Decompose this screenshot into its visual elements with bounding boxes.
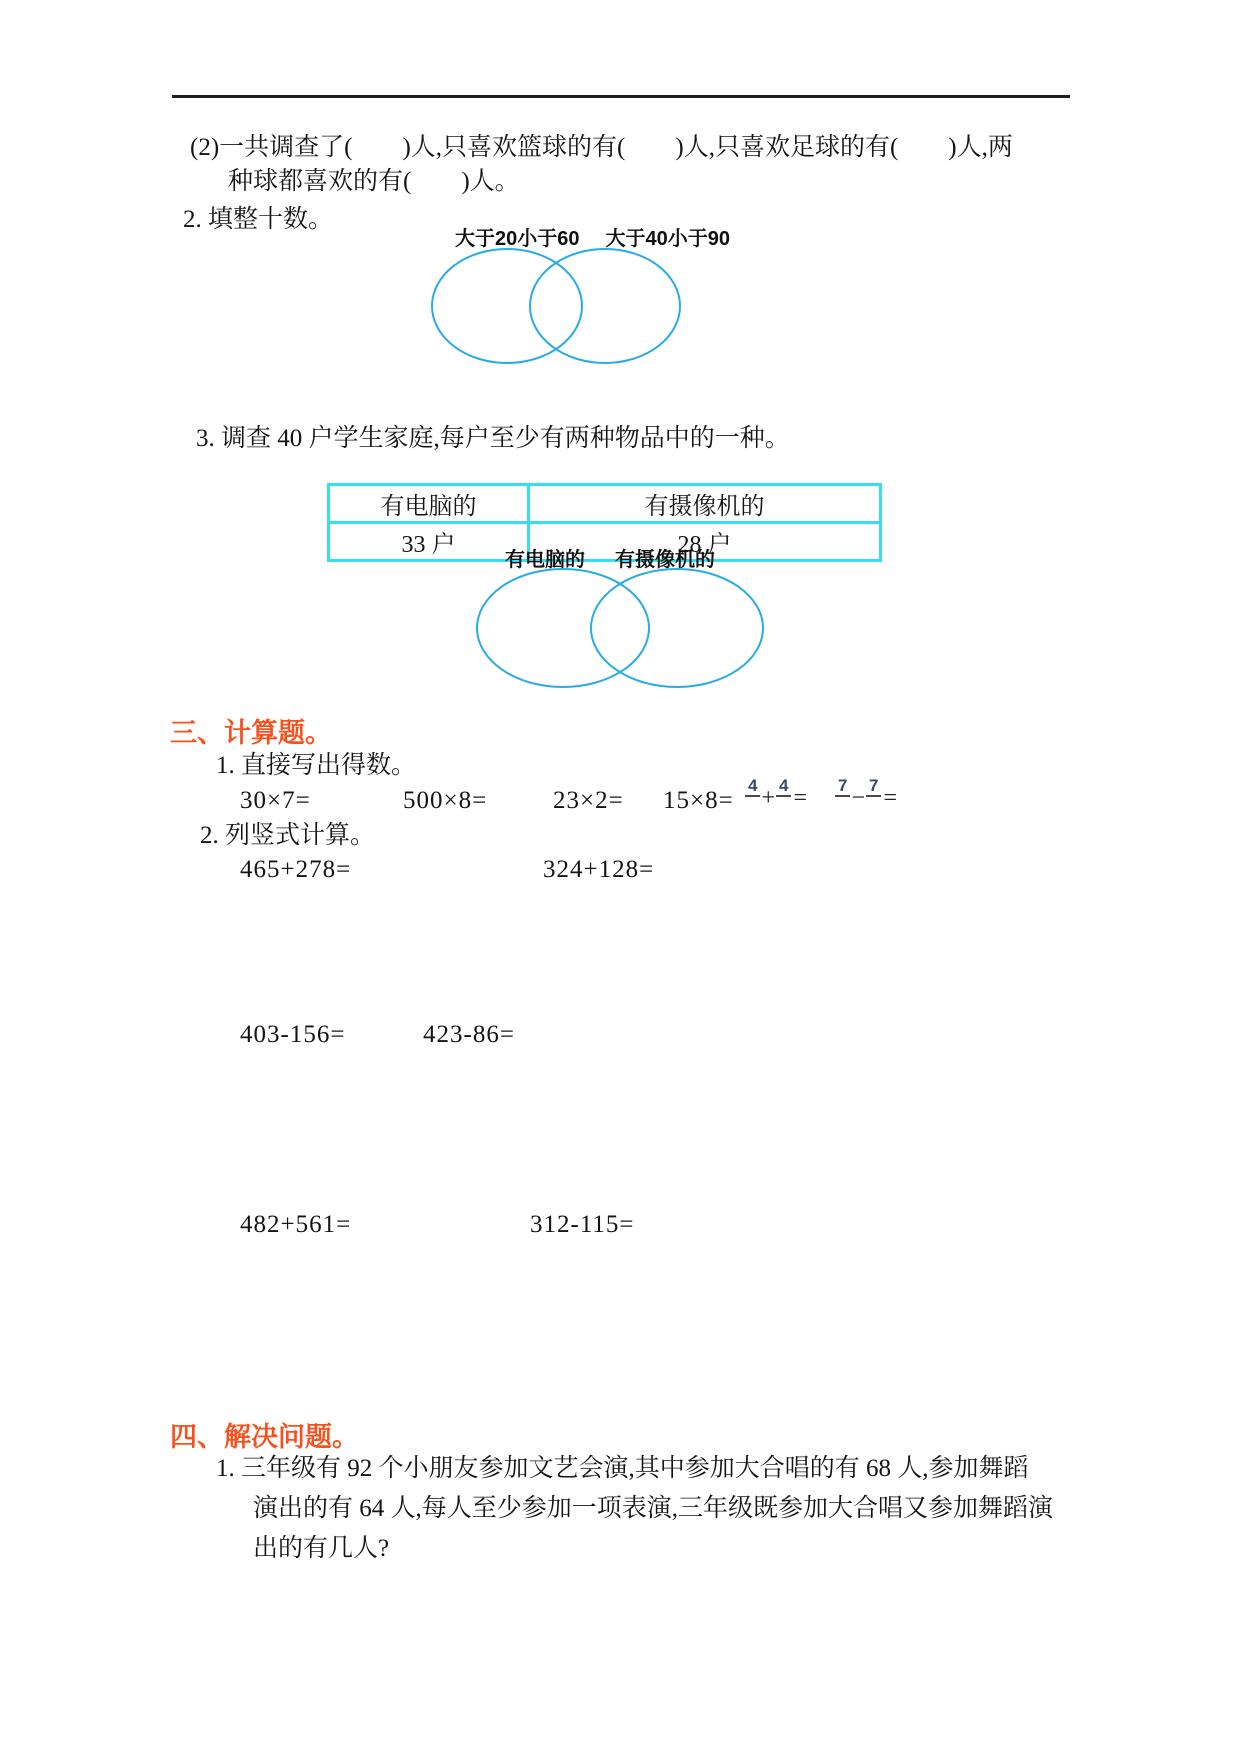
venn1-circle-left xyxy=(432,249,582,363)
fraction-numerator: 4 xyxy=(745,777,760,797)
vertical-expression: 403-156= xyxy=(240,1021,346,1048)
section3-sub2: 2. 列竖式计算。 xyxy=(200,822,376,849)
fill-tens-label: 2. 填整十数。 xyxy=(183,206,334,233)
table-header-row xyxy=(329,485,881,523)
vertical-expression: 312-115= xyxy=(530,1211,635,1238)
venn1-circle-right xyxy=(530,249,680,363)
vertical-expression: 482+561= xyxy=(240,1211,352,1238)
equals-sign: = xyxy=(793,785,808,811)
section3-sub1: 1. 直接写出得数。 xyxy=(216,752,417,779)
question-2-line-1: (2)一共调查了( )人,只喜欢篮球的有( )人,只喜欢足球的有( )人,两 xyxy=(190,134,1013,161)
venn2-label-right: 有摄像机的 xyxy=(615,549,715,571)
venn2-circle-right xyxy=(591,569,763,687)
table-value-computer: 33 户 xyxy=(329,523,529,561)
fraction-expression xyxy=(745,776,808,811)
direct-expression: 30×7= xyxy=(240,787,311,814)
equals-sign: = xyxy=(883,785,898,811)
venn2-diagram xyxy=(474,566,766,690)
direct-expression: 15×8= xyxy=(663,787,734,814)
venn1-label-right: 大于40小于90 xyxy=(605,228,730,250)
venn2-label-left: 有电脑的 xyxy=(505,549,585,571)
word-problem-line: 演出的有 64 人,每人至少参加一项表演,三年级既参加大合唱又参加舞蹈演 xyxy=(253,1495,1054,1522)
vertical-expression: 465+278= xyxy=(240,856,352,883)
direct-expression: 23×2= xyxy=(553,787,624,814)
fraction-numerator: 7 xyxy=(835,777,850,797)
table-header-camera: 有摄像机的 xyxy=(529,485,881,523)
venn2-circle-left xyxy=(477,569,649,687)
table-header-computer: 有电脑的 xyxy=(329,485,529,523)
section3-title: 三、计算题。 xyxy=(170,718,332,748)
question-2-line-2: 种球都喜欢的有( )人。 xyxy=(228,168,520,195)
section4-title: 四、解决问题。 xyxy=(170,1422,359,1452)
venn1-label-left: 大于20小于60 xyxy=(455,228,580,250)
fraction-expression xyxy=(835,776,898,811)
word-problem-line: 出的有几人? xyxy=(253,1535,390,1562)
word-problem-line: 1. 三年级有 92 个小朋友参加文艺会演,其中参加大合唱的有 68 人,参加舞蹈 xyxy=(216,1455,1029,1482)
vertical-expression: 423-86= xyxy=(423,1021,515,1048)
venn1-diagram xyxy=(425,245,690,367)
vertical-expression: 324+128= xyxy=(543,856,655,883)
plus-operator: + xyxy=(761,785,776,811)
fraction-numerator: 7 xyxy=(866,777,881,797)
table-value-camera: 28 户 xyxy=(529,523,881,561)
survey-label: 3. 调查 40 户学生家庭,每户至少有两种物品中的一种。 xyxy=(196,425,790,452)
fraction-numerator: 4 xyxy=(776,777,791,797)
direct-expression: 500×8= xyxy=(403,787,488,814)
top-rule xyxy=(172,95,1070,98)
minus-operator: − xyxy=(851,785,866,811)
